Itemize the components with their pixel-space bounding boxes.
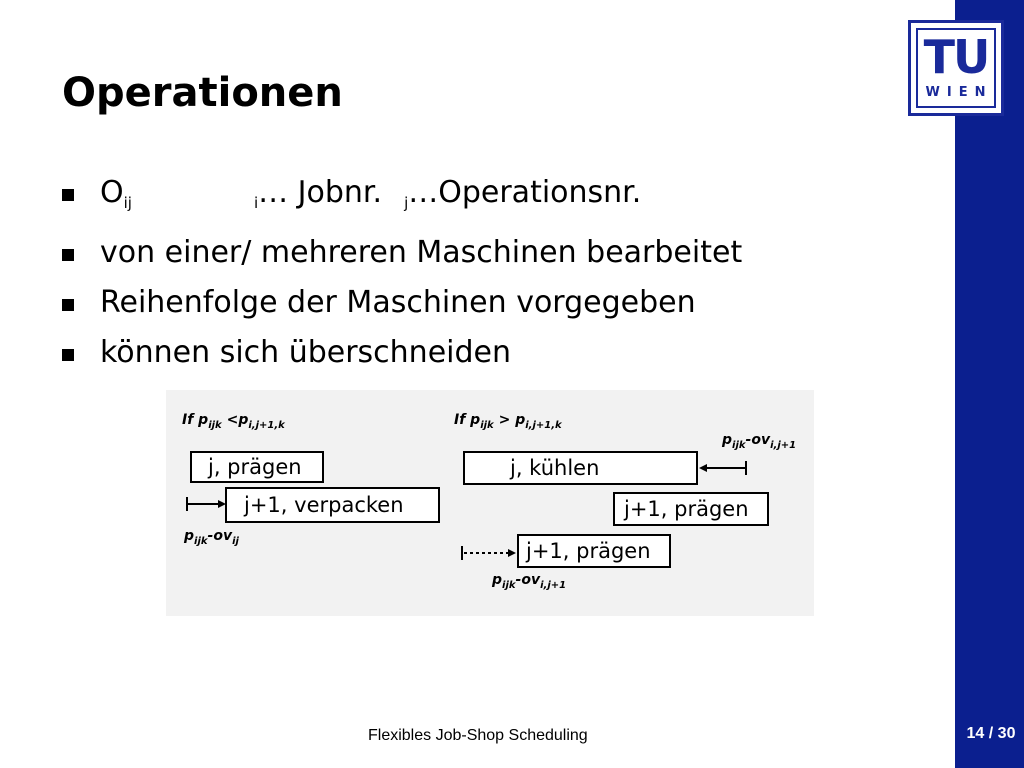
left-overlap-sub2: ij	[232, 536, 239, 547]
right-bottom-label	[491, 572, 566, 591]
right-box-1-label: j, kühlen	[510, 456, 600, 480]
logo-tu-text: TU	[923, 30, 989, 84]
slide-footer: Flexibles Job-Shop Scheduling	[368, 727, 588, 744]
bullet-square-icon	[62, 349, 74, 361]
overlap-diagram-svg	[166, 390, 814, 616]
right-bottom-sub2: i,j+1	[540, 580, 567, 591]
right-cond-sub1: ijk	[480, 420, 494, 431]
bullet-square-icon	[62, 189, 74, 201]
bullet-3-text: Reihenfolge der Maschinen vorgegeben	[100, 285, 696, 320]
tu-wien-logo	[908, 20, 1004, 116]
right-bottom-ov: -ov	[515, 572, 541, 588]
bullet-list	[62, 168, 742, 378]
bullet-1-text3: …Operationsnr.	[408, 175, 642, 210]
bullet-1-main: O	[100, 175, 124, 210]
right-top-p: p	[722, 432, 733, 448]
overlap-diagram	[166, 390, 814, 616]
bullet-item-2	[62, 228, 742, 278]
bullet-1-sub2: i	[253, 194, 259, 212]
logo-frame	[916, 28, 996, 108]
bullet-square-icon	[62, 299, 74, 311]
bullet-1-text2: … Jobnr.	[258, 175, 383, 210]
left-box-2-label: j+1, verpacken	[244, 493, 404, 517]
right-box-3-label: j+1, prägen	[526, 539, 651, 563]
left-arrow-head-icon	[218, 500, 226, 508]
right-top-label	[721, 432, 796, 451]
left-overlap-p: p	[184, 528, 195, 544]
bullet-square-icon	[62, 249, 74, 261]
right-bottom-p: p	[492, 572, 503, 588]
right-top-ov: -ov	[745, 432, 771, 448]
bullet-1-sub3: j	[404, 194, 409, 212]
right-top-arrow-head-icon	[699, 464, 707, 472]
right-box-2-label: j+1, prägen	[624, 497, 749, 521]
left-cond-mid: <p	[221, 412, 249, 428]
right-dotted-arrow-head-icon	[508, 549, 516, 557]
left-overlap-ov: -ov	[207, 528, 233, 544]
bullet-4-text: können sich überschneiden	[100, 335, 512, 370]
bullet-1-sub: ij	[123, 194, 132, 212]
left-box-1-label: j, prägen	[208, 455, 302, 479]
bullet-item-3	[62, 278, 742, 328]
right-bottom-sub1: ijk	[502, 580, 516, 591]
left-cond-if: If p	[182, 412, 209, 428]
left-condition	[182, 412, 286, 431]
logo-wien-text: WIEN	[925, 85, 993, 100]
right-top-sub2: i,j+1	[770, 440, 797, 451]
left-cond-sub1: ijk	[208, 420, 222, 431]
bullet-2-text: von einer/ mehreren Maschinen bearbeitet	[100, 235, 743, 270]
right-cond-sub2: i,j+1,k	[525, 420, 562, 431]
bullet-item-1	[62, 168, 742, 228]
page-number: 14 / 30	[966, 725, 1016, 742]
bullet-item-4	[62, 328, 742, 378]
left-overlap-label	[183, 528, 240, 547]
right-cond-mid: > p	[493, 412, 526, 428]
left-overlap-sub1: ijk	[194, 536, 208, 547]
left-cond-sub2: i,j+1,k	[248, 420, 285, 431]
right-top-sub1: ijk	[732, 440, 746, 451]
slide-title: Operationen	[62, 70, 343, 116]
right-cond-if: If p	[454, 412, 481, 428]
right-condition	[454, 412, 563, 431]
